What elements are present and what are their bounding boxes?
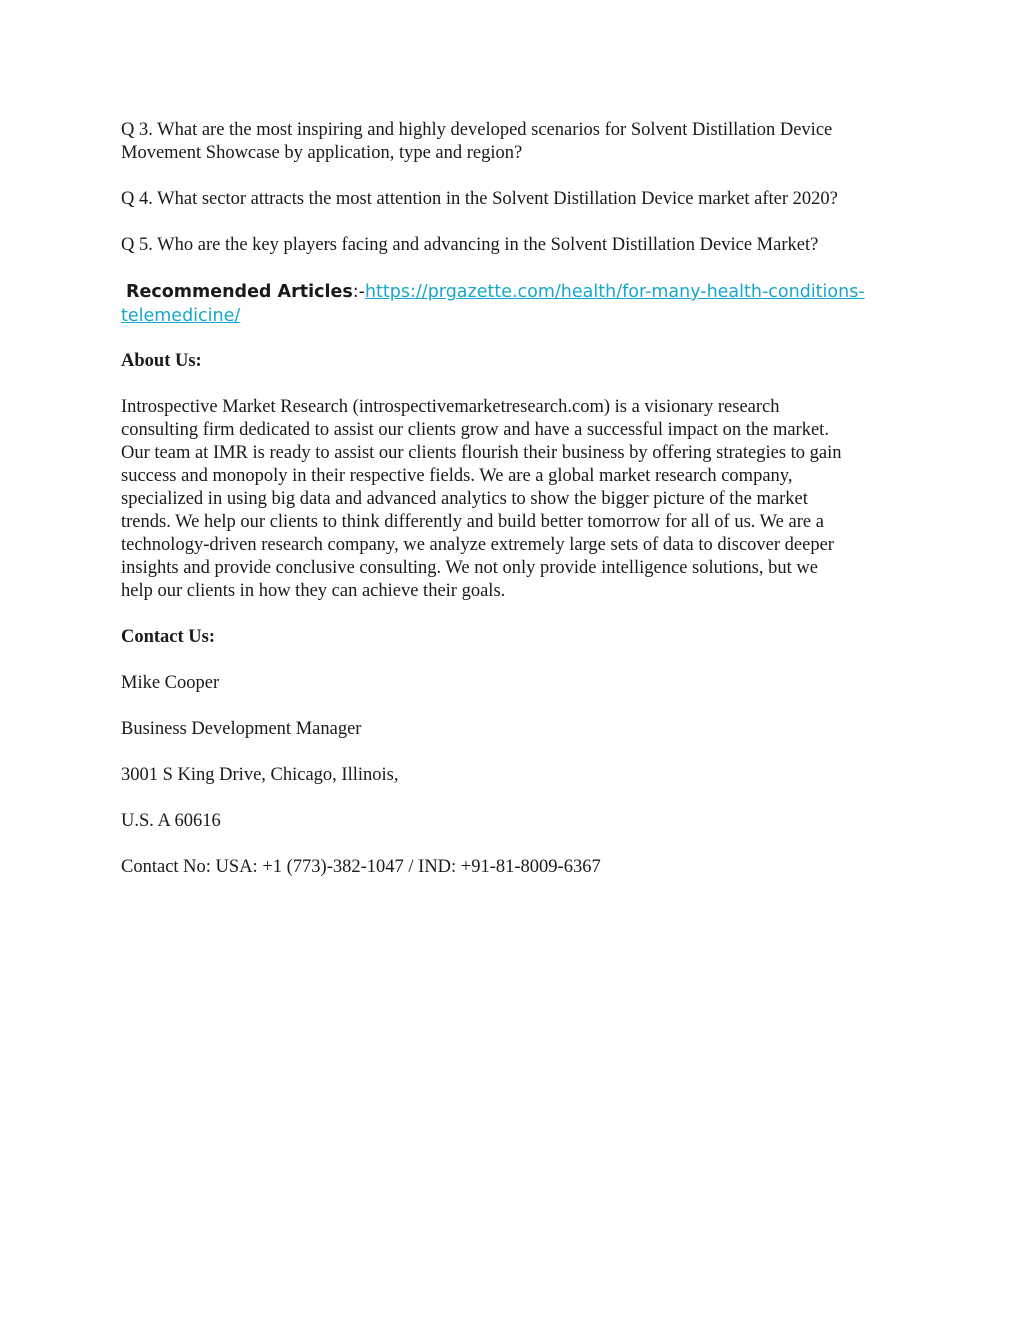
recommended-link[interactable]: https://prgazette.com/health/for-many-health-conditions- (364, 282, 865, 302)
contact-title: Business Development Manager (121, 719, 362, 739)
about-line: Our team at IMR is ready to assist our clients flourish their business by offering strategies to gain (121, 443, 842, 463)
about-line: trends. We help our clients to think differently and build better tomorrow for all of us. We are a (121, 512, 824, 532)
question-3: Q 3. What are the most inspiring and highly developed scenarios for Solvent Distillation Device Movement Showcase by application, type and region? (121, 120, 833, 163)
contact-heading: Contact Us: (121, 627, 216, 647)
about-paragraph (121, 396, 911, 603)
contact-name: Mike Cooper (121, 673, 220, 693)
about-line: insights and provide conclusive consulting. We not only provide intelligence solutions, but we (121, 558, 818, 578)
contact-address: 3001 S King Drive, Chicago, Illinois, (121, 765, 399, 785)
question-4: Q 4. What sector attracts the most attention in the Solvent Distillation Device market after 2020? (121, 189, 838, 209)
contact-country-zip: U.S. A 60616 (121, 811, 221, 831)
recommended-separator: :- (352, 282, 365, 302)
contact-phone: Contact No: USA: +1 (773)-382-1047 / IND: +91-81-8009-6367 (121, 857, 601, 877)
recommended-link-continued[interactable]: telemedicine/ (121, 306, 241, 326)
recommended-label: Recommended Articles (126, 282, 353, 302)
about-line: help our clients in how they can achieve their goals. (121, 581, 506, 601)
about-line: consulting firm dedicated to assist our clients grow and have a successful impact on the market. (121, 420, 829, 440)
about-line: Introspective Market Research (introspectivemarketresearch.com) is a visionary research (121, 397, 780, 417)
about-line: success and monopoly in their respective fields. We are a global market research company, (121, 466, 793, 486)
recommended-articles (121, 280, 911, 328)
about-heading: About Us: (121, 351, 202, 371)
about-line: technology-driven research company, we analyze extremely large sets of data to discover deeper (121, 535, 834, 555)
about-line: specialized in using big data and advanced analytics to show the bigger picture of the market (121, 489, 808, 509)
document-page (121, 119, 911, 902)
question-5: Q 5. Who are the key players facing and advancing in the Solvent Distillation Device Market? (121, 235, 819, 255)
